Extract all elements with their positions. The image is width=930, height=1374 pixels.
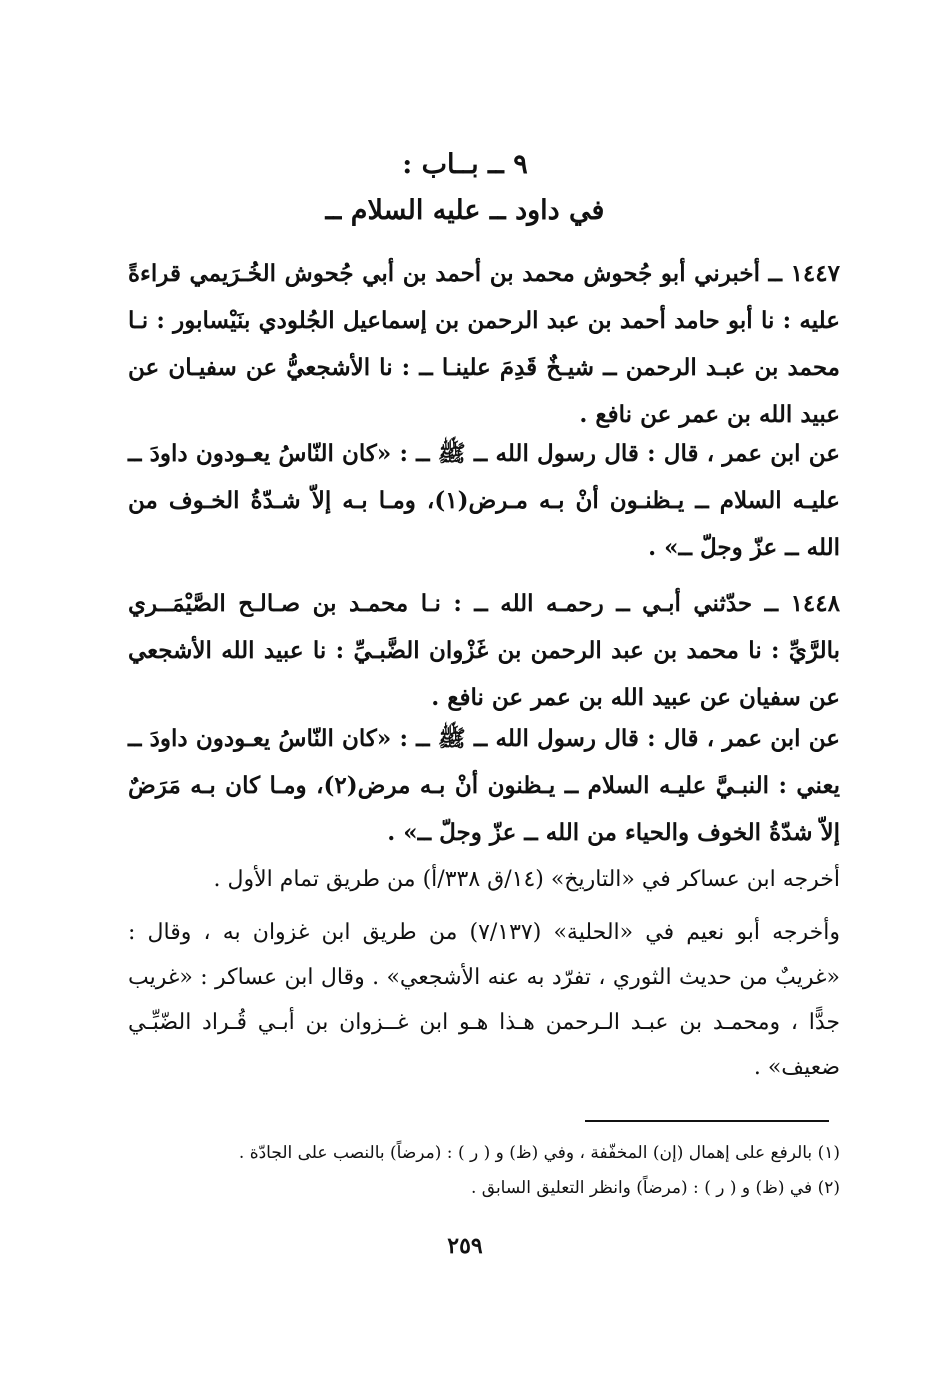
- hadith-1448-isnad: ١٤٤٨ ــ حدّثني أبـي ــ رحمـه الله ــ : نـا محمـد بن صـالـح الصَّيْمَــري بالرَّيِّ : نا محمد بن عبد الرحمن بن غَزْوان الضَّبـيِّ : نا عبيد الله الأشجعي عن سفيان عن عبيد الله بن عمر عن نافع .: [128, 590, 840, 711]
- footnote-1: (١) بالرفع على إهمال (إن) المخفّفة ، وفي (ظ) و ( ر ) : (مرضاً) بالنصب على الجادّة .: [238, 1143, 840, 1163]
- footnote-divider: [585, 1120, 829, 1122]
- chapter-heading: [130, 142, 800, 234]
- hadith-1448-matn: عن ابن عمر ، قال : قال رسول الله ــ ﷺ ــ : «كان النّاسُ يعـودون داودَ ــ يعني : النبـيَّ عليـه السلام ــ يـظنون أنْ بـه مرض(٢)، ومـا كان بـه مَرَضٌ إلاّ شدّةُ الخوف والحياء من الله ــ عزّ وجلّ ــ» .: [128, 725, 840, 846]
- chapter-title: ٩ ــ بــاب :: [402, 149, 528, 180]
- page-number: ٢٥٩: [447, 1233, 483, 1259]
- chapter-subtitle: في داود ــ عليه السلام ــ: [325, 195, 605, 226]
- hadith-1447-matn: عن ابن عمر ، قال : قال رسول الله ــ ﷺ ــ : «كان النّاسُ يعـودون داودَ ــ عليـه السلام ــ يـظنـون أنْ بـه مـرض(١)، ومـا بـه إلاّ شـدّةُ الخـوف من الله ــ عزّ وجلّ ــ» .: [128, 440, 840, 561]
- takhrij-paragraph-1: أخرجه ابن عساكر في «التاريخ» (١٤/ق ٣٣٨/أ) من طريق تمام الأول .: [213, 867, 840, 892]
- footnotes: [128, 1136, 840, 1206]
- takhrij-paragraph-2: وأخرجه أبو نعيم في «الحلية» (٧/١٣٧) من طريق ابن غزوان به ، وقال : «غريبٌ من حديث الثوري ، تفرّد به عنه الأشجعي» . وقال ابن عساكر : «غريب جدًّا ، ومحمـد بن عبـد الـرحمن هـذا هـو ابن غــزوان بن أبـي قُـراد الضّبِّـي ضعيف» .: [128, 920, 840, 1080]
- hadith-1447-isnad: ١٤٤٧ ــ أخبرني أبو جُحوش محمد بن أحمد بن أبي جُحوش الخُـرَيمي قراءةً عليه : نا أبو حامد أحمد بن عبد الرحمن بن إسماعيل الجُلودي بنَيْسابور : نـا محمد بن عبـد الرحمن ــ شيـخٌ قَدِمَ علينـا ــ : نا الأشجعيُّ عن سفيـان عن عبيد الله بن عمر عن نافع .: [128, 260, 840, 428]
- footnote-2: (٢) في (ظ) و ( ر ) : (مرضاً) وانظر التعليق السابق .: [470, 1178, 840, 1198]
